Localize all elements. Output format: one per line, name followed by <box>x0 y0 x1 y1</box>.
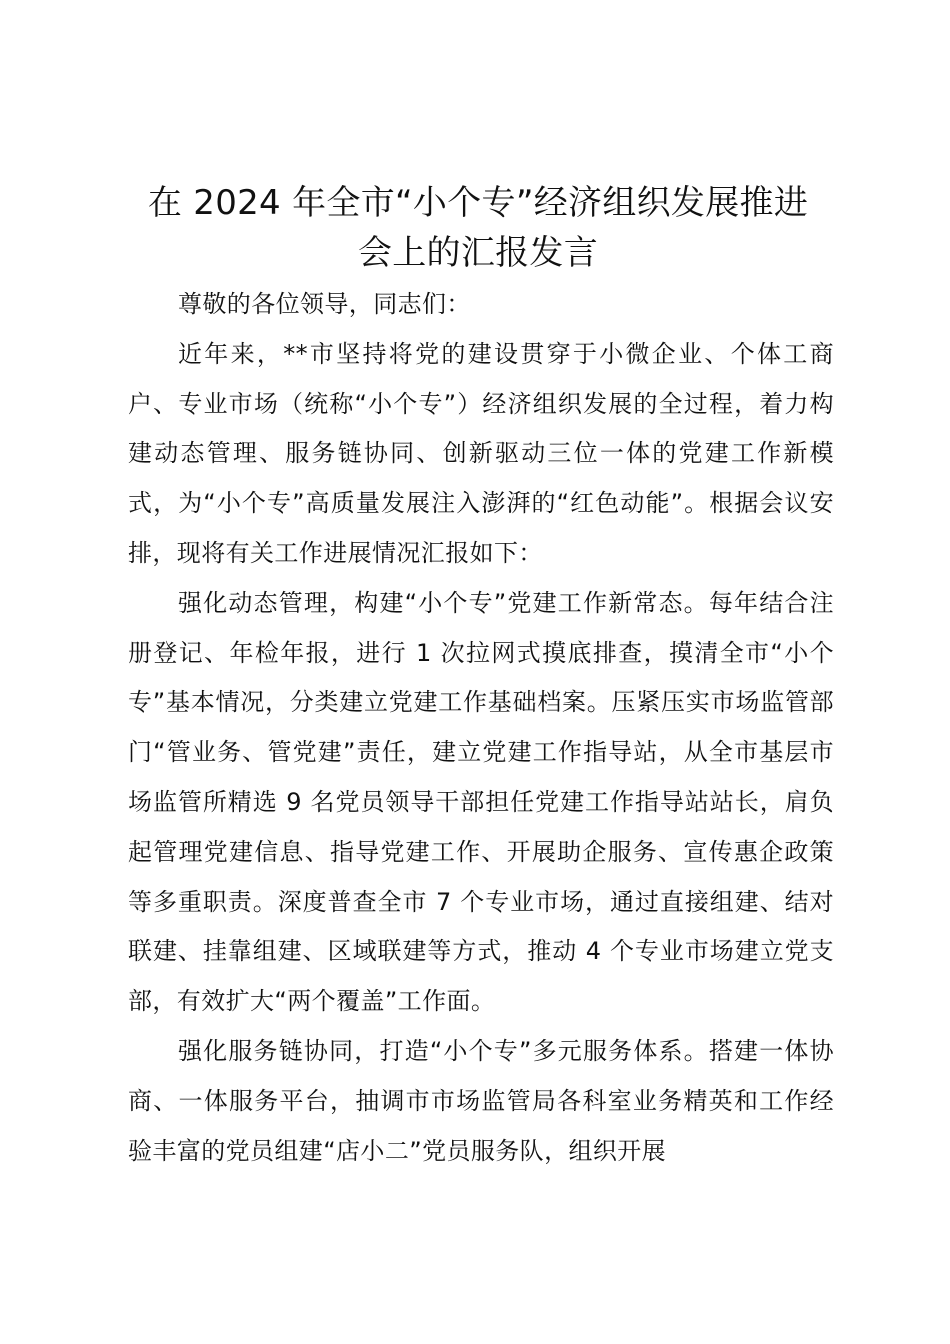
document-body <box>128 280 834 1176</box>
title-line-2: 会上的汇报发言 <box>357 233 599 273</box>
title-line-1: 在 2024 年全市“小个专”经济组织发展推进 <box>147 183 809 223</box>
document-title <box>120 178 836 278</box>
intro-paragraph: 近年来，**市坚持将党的建设贯穿于小微企业、个体工商户、专业市场（统称“小个专”）经济组织发展的全过程，着力构建动态管理、服务链协同、创新驱动三位一体的党建工作新模式，为“小个专”高质量发展注入澎湃的“红色动能”。根据会议安排，现将有关工作进展情况汇报如下： <box>128 339 834 567</box>
section-service-chain: 强化服务链协同，打造“小个专”多元服务体系。搭建一体协商、一体服务平台，抽调市市场监管局各科室业务精英和工作经验丰富的党员组建“店小二”党员服务队，组织开展 <box>128 1036 834 1165</box>
section-dynamic-management: 强化动态管理，构建“小个专”党建工作新常态。每年结合注册登记、年检年报，进行 1 次拉网式摸底排查，摸清全市“小个专”基本情况，分类建立党建工作基础档案。压紧压实市场监管部门“管业务、管党建”责任，建立党建工作指导站，从全市基层市场监管所精选 9 名党员领导干部担任党建工作指导站站长，肩负起管理党建信息、指导党建工作、开展助企服务、宣传惠企政策等多重职责。深度普查全市 7 个专业市场，通过直接组建、结对联建、挂靠组建、区域联建等方式，推动 4 个专业市场建立党支部，有效扩大“两个覆盖”工作面。 <box>128 588 834 1016</box>
salutation: 尊敬的各位领导，同志们： <box>178 290 471 318</box>
